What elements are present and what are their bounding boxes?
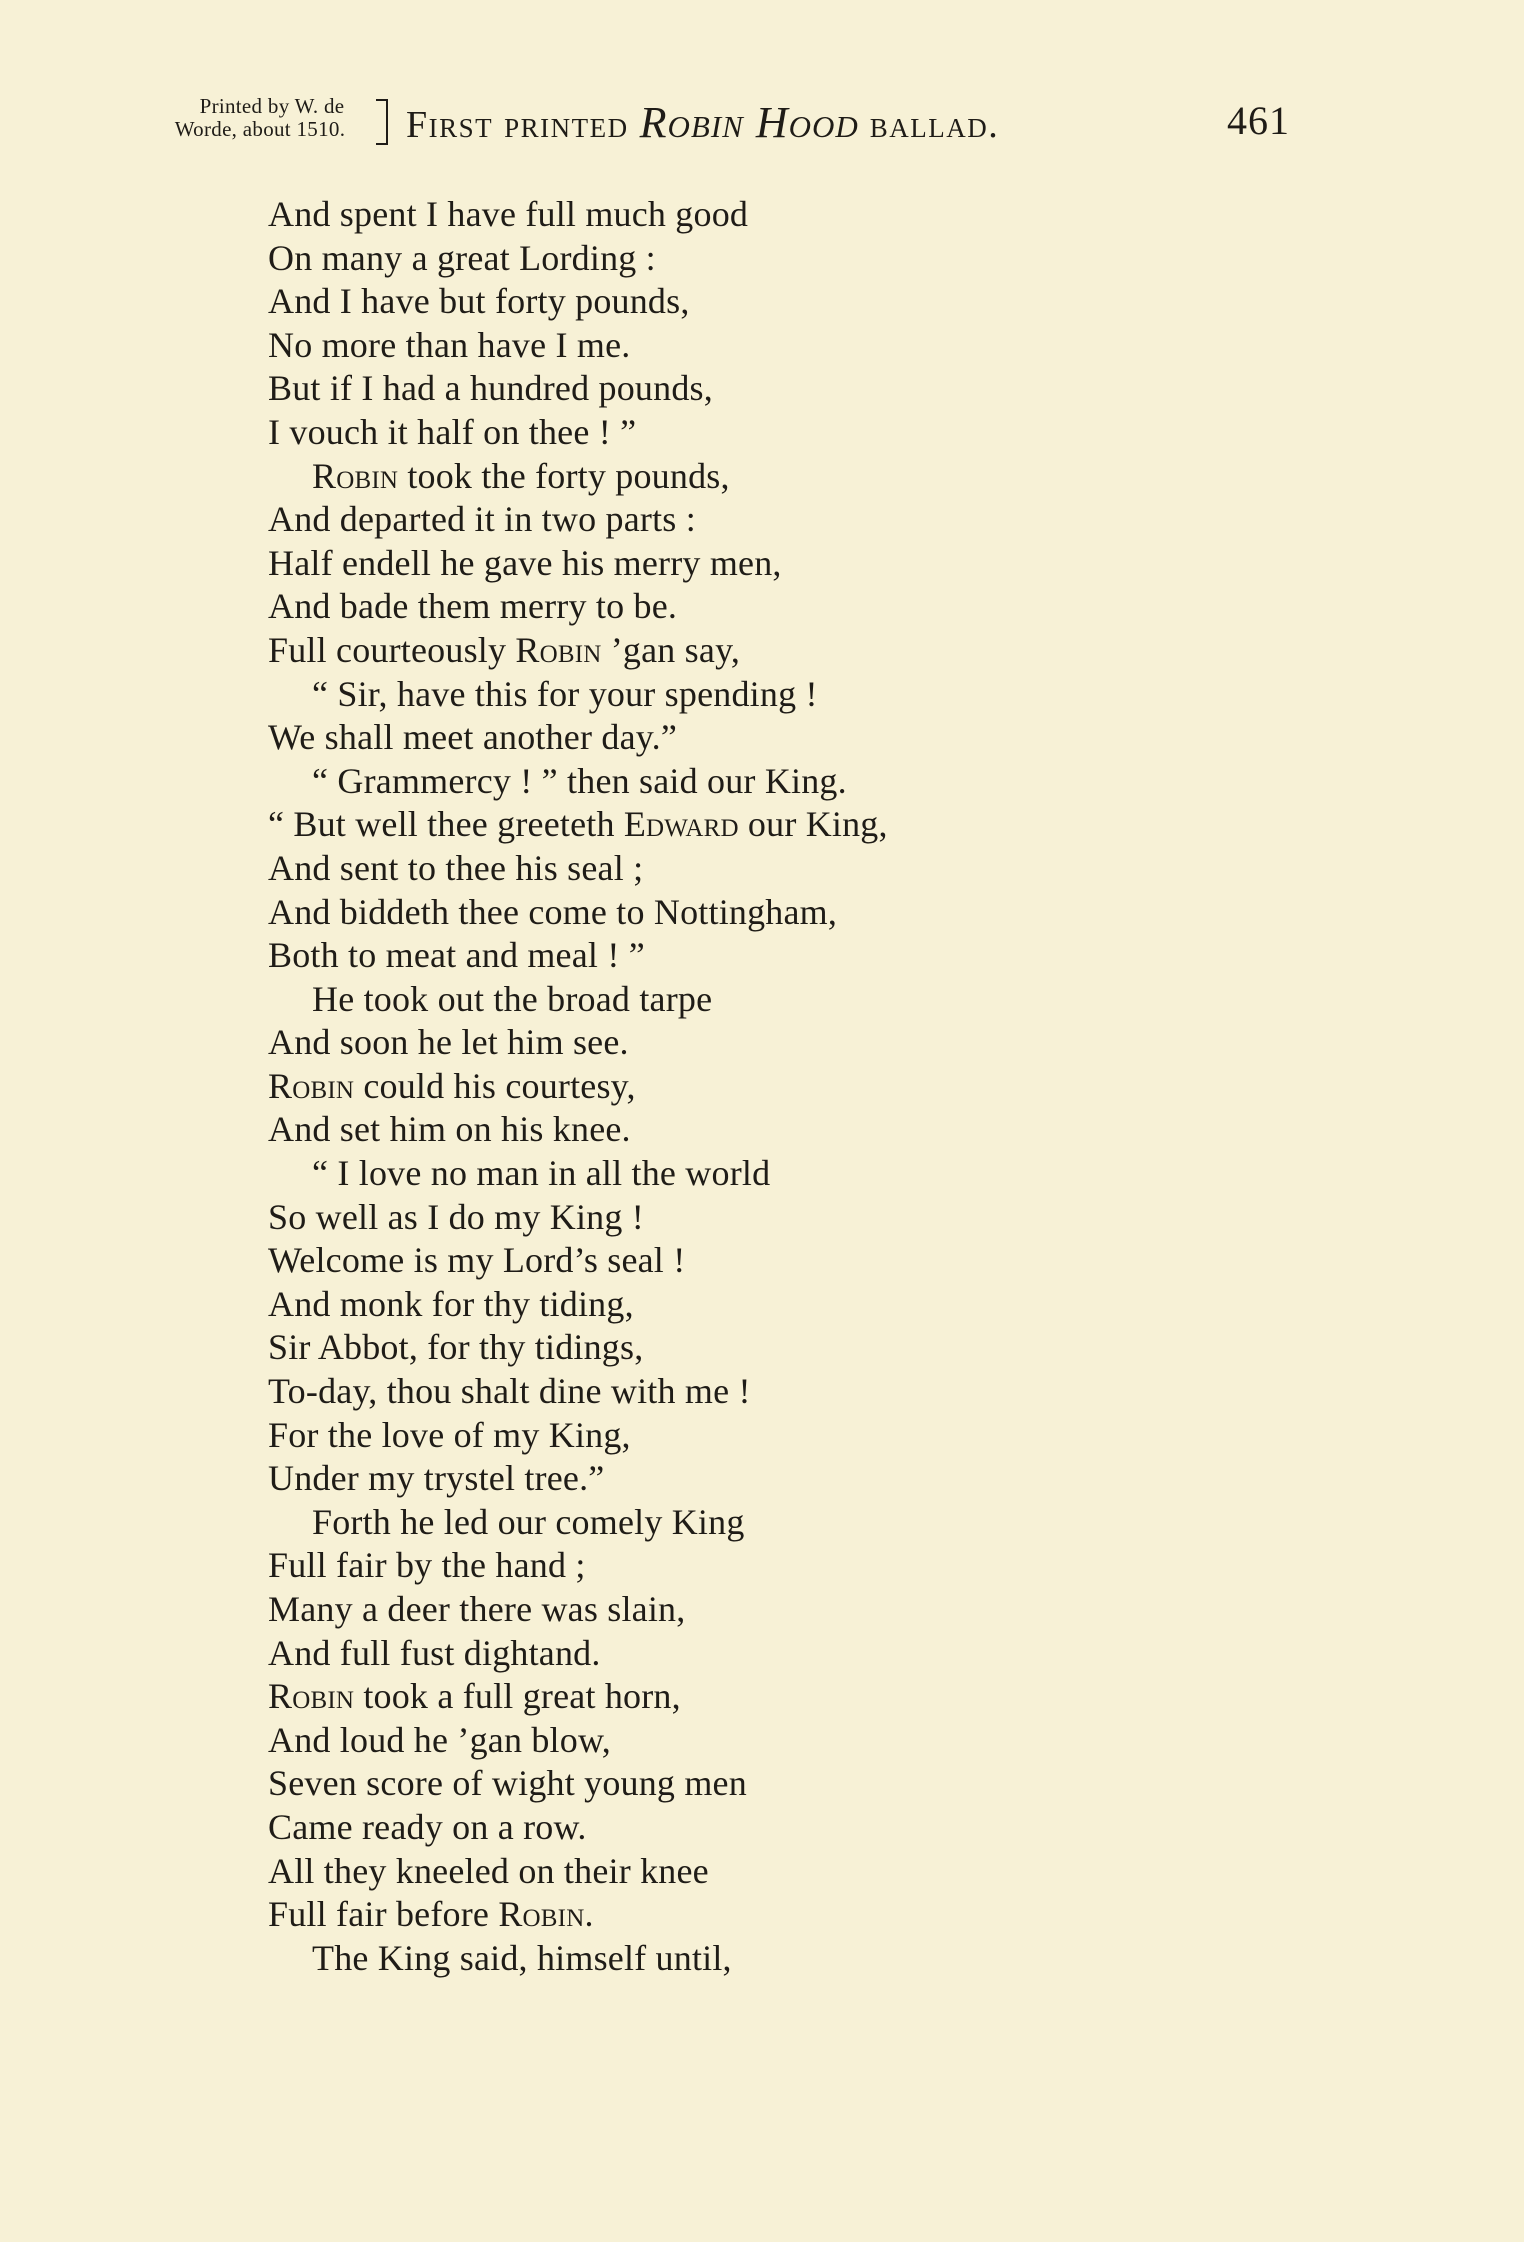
small-caps-name: Robin <box>515 629 602 670</box>
poem-line: Seven score of wight young men <box>268 1763 747 1804</box>
poem-line: All they kneeled on their knee <box>268 1850 709 1891</box>
poem-line: On many a great Lording : <box>268 237 656 278</box>
poem-line: “ I love no man in all the world <box>312 1153 771 1194</box>
poem-line: Sir Abbot, for thy tidings, <box>268 1327 644 1368</box>
running-title <box>406 97 999 148</box>
poem-line: Full fair by the hand ; <box>268 1545 586 1586</box>
side-note <box>140 95 380 141</box>
poem-line: Came ready on a row. <box>268 1806 587 1847</box>
poem-line-text: took a full great horn, <box>354 1676 681 1717</box>
poem-line <box>268 1065 1268 1109</box>
poem-line: To-day, thou shalt dine with me ! <box>268 1371 751 1412</box>
poem-line: Under my trystel tree.” <box>268 1458 605 1499</box>
page-number: 461 <box>1227 98 1290 143</box>
poem-text <box>268 193 1268 1980</box>
poem-line <box>268 1675 1268 1719</box>
poem-line <box>268 629 1268 673</box>
poem-line-text: Full fair before <box>268 1894 499 1935</box>
running-title-part-1: First printed <box>406 104 640 146</box>
poem-line: For the love of my King, <box>268 1414 631 1455</box>
side-note-bracket <box>376 99 388 145</box>
side-note-line-1: Printed by W. de <box>199 94 345 118</box>
poem-line <box>268 455 1268 499</box>
poem-line: And sent to thee his seal ; <box>268 847 644 888</box>
poem-line: No more than have I me. <box>268 324 631 365</box>
poem-line-text: our King, <box>738 804 888 845</box>
poem-line: And I have but forty pounds, <box>268 281 690 322</box>
poem-line-text: . <box>584 1894 594 1935</box>
small-caps-name: Edward <box>623 804 739 845</box>
poem-line: And spent I have full much good <box>268 194 749 234</box>
poem-line: And soon he let him see. <box>268 1022 629 1063</box>
poem-line: Welcome is my Lord’s seal ! <box>268 1240 686 1281</box>
side-note-line-2: Worde, about 1510. <box>174 117 346 141</box>
poem-line <box>268 803 1268 847</box>
poem-line: And bade them merry to be. <box>268 586 678 627</box>
poem-line: And full fust dightand. <box>268 1632 601 1673</box>
poem-line: So well as I do my King ! <box>268 1196 644 1237</box>
poem-line: Half endell he gave his merry men, <box>268 542 782 583</box>
poem-line: Forth he led our comely King <box>312 1501 745 1542</box>
poem-line: And departed it in two parts : <box>268 499 696 540</box>
poem-line <box>268 1893 1268 1937</box>
poem-line: He took out the broad tarpe <box>312 978 713 1019</box>
poem-line: “ Grammercy ! ” then said our King. <box>312 760 847 801</box>
poem-line: We shall meet another day.” <box>268 717 677 758</box>
small-caps-name: Robin <box>268 1065 355 1106</box>
poem-line-text: “ But well thee greeteth <box>268 804 624 845</box>
running-title-name: Robin Hood <box>639 98 859 147</box>
small-caps-name: Robin <box>498 1894 585 1935</box>
poem-line: I vouch it half on thee ! ” <box>268 411 637 452</box>
poem-line-text: took the forty pounds, <box>398 455 730 496</box>
poem-line: “ Sir, have this for your spending ! <box>312 673 818 714</box>
poem-line: Both to meat and meal ! ” <box>268 935 645 976</box>
poem-line-text: Full courteously <box>268 629 516 670</box>
small-caps-name: Robin <box>268 1676 355 1717</box>
poem-line: And biddeth thee come to Nottingham, <box>268 891 838 932</box>
poem-line: The King said, himself until, <box>312 1937 732 1978</box>
poem-line: But if I had a hundred pounds, <box>268 368 713 409</box>
poem-line: And loud he ’gan blow, <box>268 1719 612 1760</box>
page-header <box>140 95 1290 165</box>
running-title-part-2: ballad. <box>858 104 1000 146</box>
poem-line: Many a deer there was slain, <box>268 1589 686 1629</box>
poem-line: And set him on his knee. <box>268 1109 631 1150</box>
poem-line: And monk for thy tiding, <box>268 1283 634 1324</box>
small-caps-name: Robin <box>312 455 399 496</box>
poem-line-text: ’gan say, <box>601 629 741 670</box>
poem-line-text: could his courtesy, <box>354 1065 636 1106</box>
